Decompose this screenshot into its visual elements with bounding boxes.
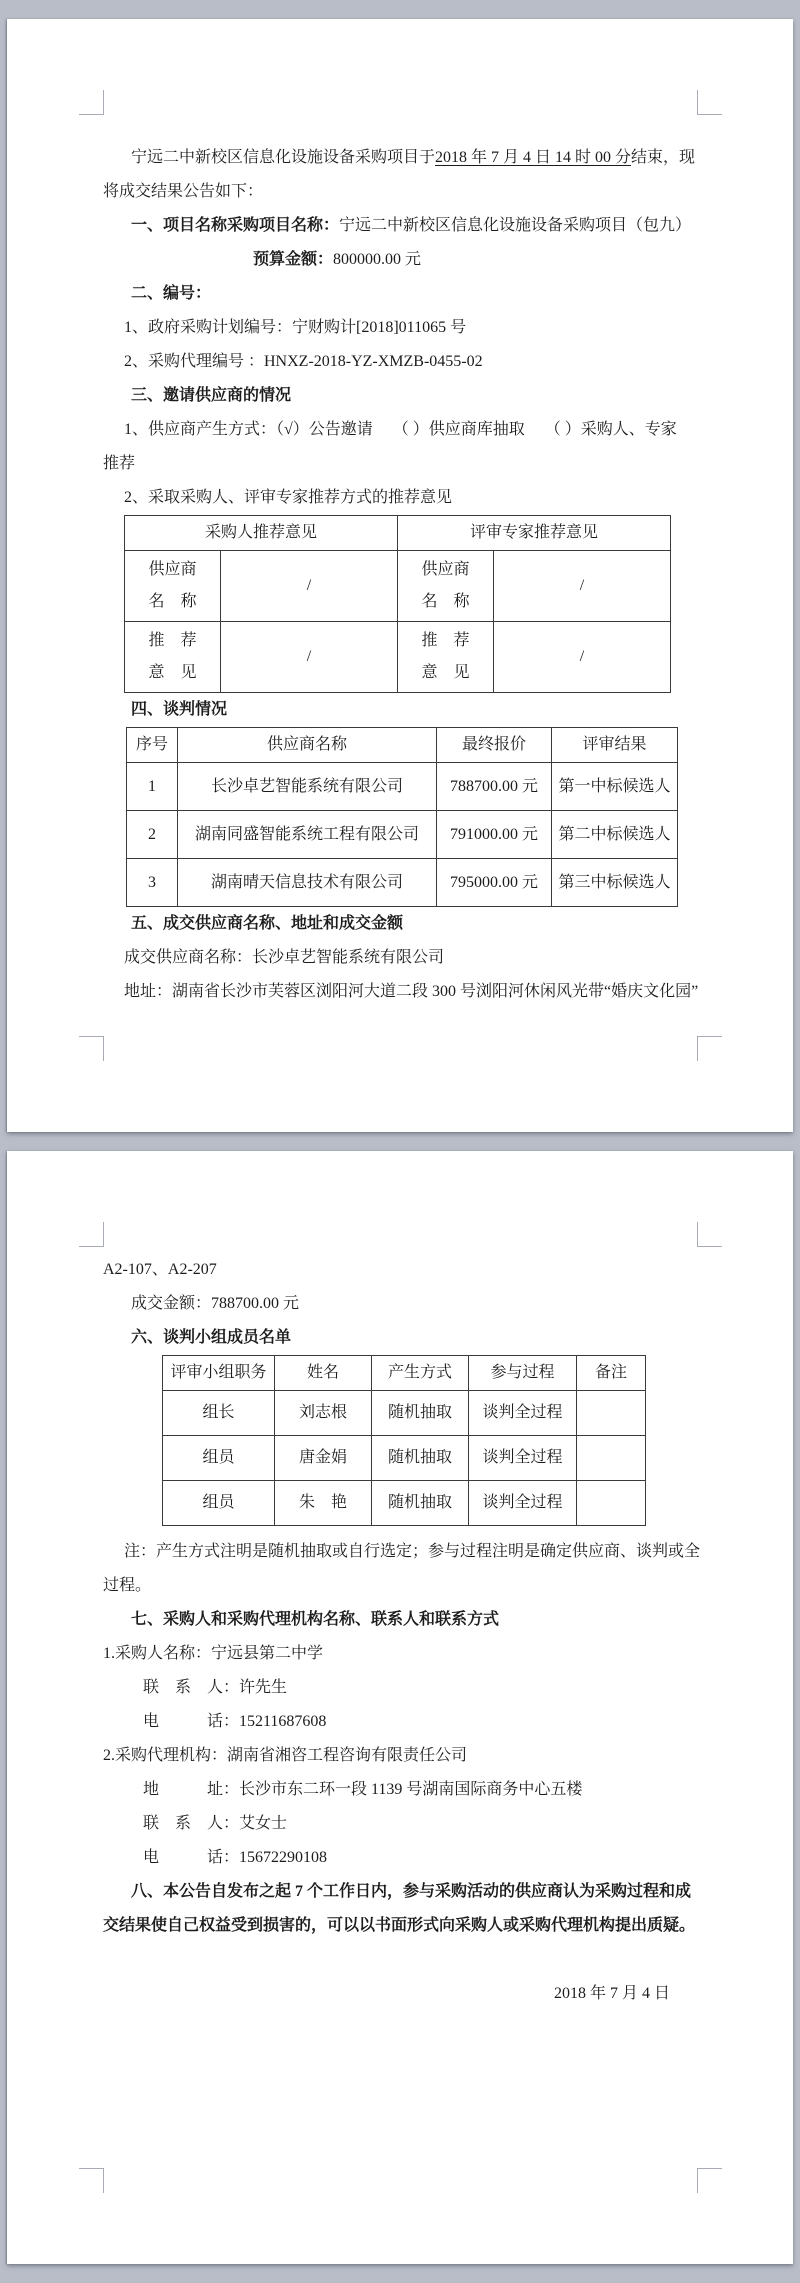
label-line: 供应商 bbox=[148, 561, 197, 578]
cell-supplier-name-value: / bbox=[494, 551, 671, 622]
supplier-method-line-2: 推荐 bbox=[103, 455, 136, 472]
header-note: 备注 bbox=[577, 1356, 646, 1391]
announcement-date: 2018 年 7 月 4 日 bbox=[553, 1985, 670, 2002]
intro-line-1 bbox=[103, 141, 697, 175]
crop-mark-bottom-left bbox=[79, 2168, 104, 2193]
winner-address-line: 地址：湖南省长沙市芙蓉区浏阳河大道二段 300 号浏阳河休闲风光带“婚庆文化园” bbox=[124, 983, 699, 1000]
cell-process: 谈判全过程 bbox=[469, 1481, 577, 1526]
section-6-heading: 六、谈判小组成员名单 bbox=[131, 1329, 292, 1346]
label-line: 名 称 bbox=[148, 593, 197, 610]
cell-result: 第二中标候选人 bbox=[552, 811, 678, 859]
header-role: 评审小组职务 bbox=[163, 1356, 275, 1391]
table-row bbox=[125, 622, 671, 693]
crop-mark-bottom-right bbox=[697, 1036, 722, 1061]
buyer-name-line: 1.采购人名称：宁远县第二中学 bbox=[103, 1645, 324, 1662]
cell-seq: 2 bbox=[127, 811, 178, 859]
crop-mark-top-right bbox=[697, 1222, 722, 1247]
recommendation-intro-line: 2、采取采购人、评审专家推荐方式的推荐意见 bbox=[124, 489, 453, 506]
page-1-content bbox=[103, 19, 697, 1009]
cell-seq: 3 bbox=[127, 859, 178, 907]
section-1-heading: 一、项目名称采购项目名称： bbox=[131, 217, 340, 234]
recommendation-header-expert: 评审专家推荐意见 bbox=[398, 516, 671, 551]
note-line-2: 过程。 bbox=[103, 1577, 152, 1594]
table-row bbox=[125, 551, 671, 622]
header-method: 产生方式 bbox=[372, 1356, 469, 1391]
table-row bbox=[127, 811, 678, 859]
agent-name-line: 2.采购代理机构：湖南省湘咨工程咨询有限责任公司 bbox=[103, 1747, 468, 1764]
agent-phone-line: 电 话：15672290108 bbox=[143, 1849, 328, 1866]
cell-role: 组长 bbox=[163, 1391, 275, 1436]
header-supplier: 供应商名称 bbox=[178, 728, 437, 763]
section-3-heading: 三、邀请供应商的情况 bbox=[131, 387, 292, 404]
header-result: 评审结果 bbox=[552, 728, 678, 763]
note-line-1: 注：产生方式注明是随机抽取或自行选定；参与过程注明是确定供应商、谈判或全 bbox=[124, 1543, 701, 1560]
budget-value: 800000.00 元 bbox=[333, 251, 422, 268]
header-price: 最终报价 bbox=[437, 728, 552, 763]
crop-mark-top-left bbox=[79, 1222, 104, 1247]
cell-recommend-opinion-value: / bbox=[494, 622, 671, 693]
deal-amount-line: 成交金额：788700.00 元 bbox=[131, 1295, 300, 1312]
table-row bbox=[127, 859, 678, 907]
section-7-heading: 七、采购人和采购代理机构名称、联系人和联系方式 bbox=[131, 1611, 500, 1628]
cell-supplier-name-value: / bbox=[221, 551, 398, 622]
table-header-row bbox=[127, 728, 678, 763]
table-row bbox=[163, 1481, 646, 1526]
budget-label: 预算金额： bbox=[253, 251, 334, 268]
cell-process: 谈判全过程 bbox=[469, 1391, 577, 1436]
cell-supplier: 长沙卓艺智能系统有限公司 bbox=[178, 763, 437, 811]
cell-seq: 1 bbox=[127, 763, 178, 811]
cell-role: 组员 bbox=[163, 1436, 275, 1481]
crop-mark-top-right bbox=[697, 90, 722, 115]
intro-pre: 宁远二中新校区信息化设施设备采购项目于 bbox=[131, 149, 436, 166]
cell-recommend-opinion-label bbox=[398, 622, 494, 693]
crop-mark-bottom-left bbox=[79, 1036, 104, 1061]
cell-process: 谈判全过程 bbox=[469, 1436, 577, 1481]
cell-supplier-name-label bbox=[398, 551, 494, 622]
cell-method: 随机抽取 bbox=[372, 1436, 469, 1481]
cell-supplier-name-label bbox=[125, 551, 221, 622]
table-header-row bbox=[163, 1356, 646, 1391]
cell-name: 朱 艳 bbox=[275, 1481, 372, 1526]
cell-result: 第一中标候选人 bbox=[552, 763, 678, 811]
agency-number-line: 2、采购代理编号 ：HNXZ-2018-YZ-XMZB-0455-02 bbox=[124, 353, 483, 370]
page-2 bbox=[7, 1151, 793, 2264]
intro-deadline-underlined: 2018 年 7 月 4 日 14 时 00 分 bbox=[435, 149, 632, 166]
header-process: 参与过程 bbox=[469, 1356, 577, 1391]
crop-mark-bottom-right bbox=[697, 2168, 722, 2193]
table-row bbox=[163, 1391, 646, 1436]
cell-note bbox=[577, 1436, 646, 1481]
cell-note bbox=[577, 1391, 646, 1436]
agent-contact-line: 联 系 人：艾女士 bbox=[143, 1815, 288, 1832]
cell-name: 唐金娟 bbox=[275, 1436, 372, 1481]
cell-supplier: 湖南同盛智能系统工程有限公司 bbox=[178, 811, 437, 859]
cell-method: 随机抽取 bbox=[372, 1391, 469, 1436]
buyer-phone-line: 电 话：15211687608 bbox=[143, 1713, 327, 1730]
cell-recommend-opinion-label bbox=[125, 622, 221, 693]
budget-line bbox=[103, 243, 697, 277]
project-name: 宁远二中新校区信息化设施设备采购项目（包九） bbox=[339, 217, 692, 234]
recommendation-table bbox=[124, 515, 671, 693]
intro-line-2: 将成交结果公告如下： bbox=[103, 183, 264, 200]
winner-address-continued: A2-107、A2-207 bbox=[103, 1261, 217, 1278]
cell-method: 随机抽取 bbox=[372, 1481, 469, 1526]
cell-name: 刘志根 bbox=[275, 1391, 372, 1436]
section-5-heading: 五、成交供应商名称、地址和成交金额 bbox=[131, 915, 404, 932]
negotiation-table bbox=[126, 727, 678, 907]
cell-supplier: 湖南晴天信息技术有限公司 bbox=[178, 859, 437, 907]
table-row bbox=[125, 516, 671, 551]
cell-result: 第三中标候选人 bbox=[552, 859, 678, 907]
cell-price: 788700.00 元 bbox=[437, 763, 552, 811]
panel-table bbox=[162, 1355, 646, 1526]
label-line: 推 荐 bbox=[421, 632, 470, 649]
label-line: 名 称 bbox=[421, 593, 470, 610]
section-8-line-1: 八、本公告自发布之起 7 个工作日内，参与采购活动的供应商认为采购过程和成 bbox=[131, 1883, 692, 1900]
supplier-method-line-1: 1、供应商产生方式：（√）公告邀请 （ ）供应商库抽取 （ ）采购人、专家 bbox=[124, 421, 677, 438]
crop-mark-top-left bbox=[79, 90, 104, 115]
recommendation-header-buyer: 采购人推荐意见 bbox=[125, 516, 398, 551]
page-2-content bbox=[103, 1151, 701, 2011]
winner-name-line: 成交供应商名称：长沙卓艺智能系统有限公司 bbox=[124, 949, 445, 966]
table-row bbox=[163, 1436, 646, 1481]
header-name: 姓名 bbox=[275, 1356, 372, 1391]
cell-recommend-opinion-value: / bbox=[221, 622, 398, 693]
label-line: 意 见 bbox=[421, 664, 470, 681]
agent-address-line: 地 址：长沙市东二环一段 1139 号湖南国际商务中心五楼 bbox=[143, 1781, 583, 1798]
header-seq: 序号 bbox=[127, 728, 178, 763]
label-line: 推 荐 bbox=[148, 632, 197, 649]
section-4-heading: 四、谈判情况 bbox=[131, 701, 228, 718]
buyer-contact-line: 联 系 人：许先生 bbox=[143, 1679, 288, 1696]
table-row bbox=[127, 763, 678, 811]
label-line: 供应商 bbox=[421, 561, 470, 578]
cell-role: 组员 bbox=[163, 1481, 275, 1526]
cell-price: 791000.00 元 bbox=[437, 811, 552, 859]
cell-price: 795000.00 元 bbox=[437, 859, 552, 907]
cell-note bbox=[577, 1481, 646, 1526]
plan-number-line: 1、政府采购计划编号：宁财购计[2018]011065 号 bbox=[124, 319, 467, 336]
section-1-line bbox=[103, 209, 697, 243]
intro-post: 结束，现 bbox=[631, 149, 696, 166]
label-line: 意 见 bbox=[148, 664, 197, 681]
section-2-heading: 二、编号： bbox=[131, 285, 212, 302]
section-8-line-2: 交结果使自己权益受到损害的，可以以书面形式向采购人或采购代理机构提出质疑。 bbox=[103, 1917, 696, 1934]
page-1 bbox=[7, 19, 793, 1132]
